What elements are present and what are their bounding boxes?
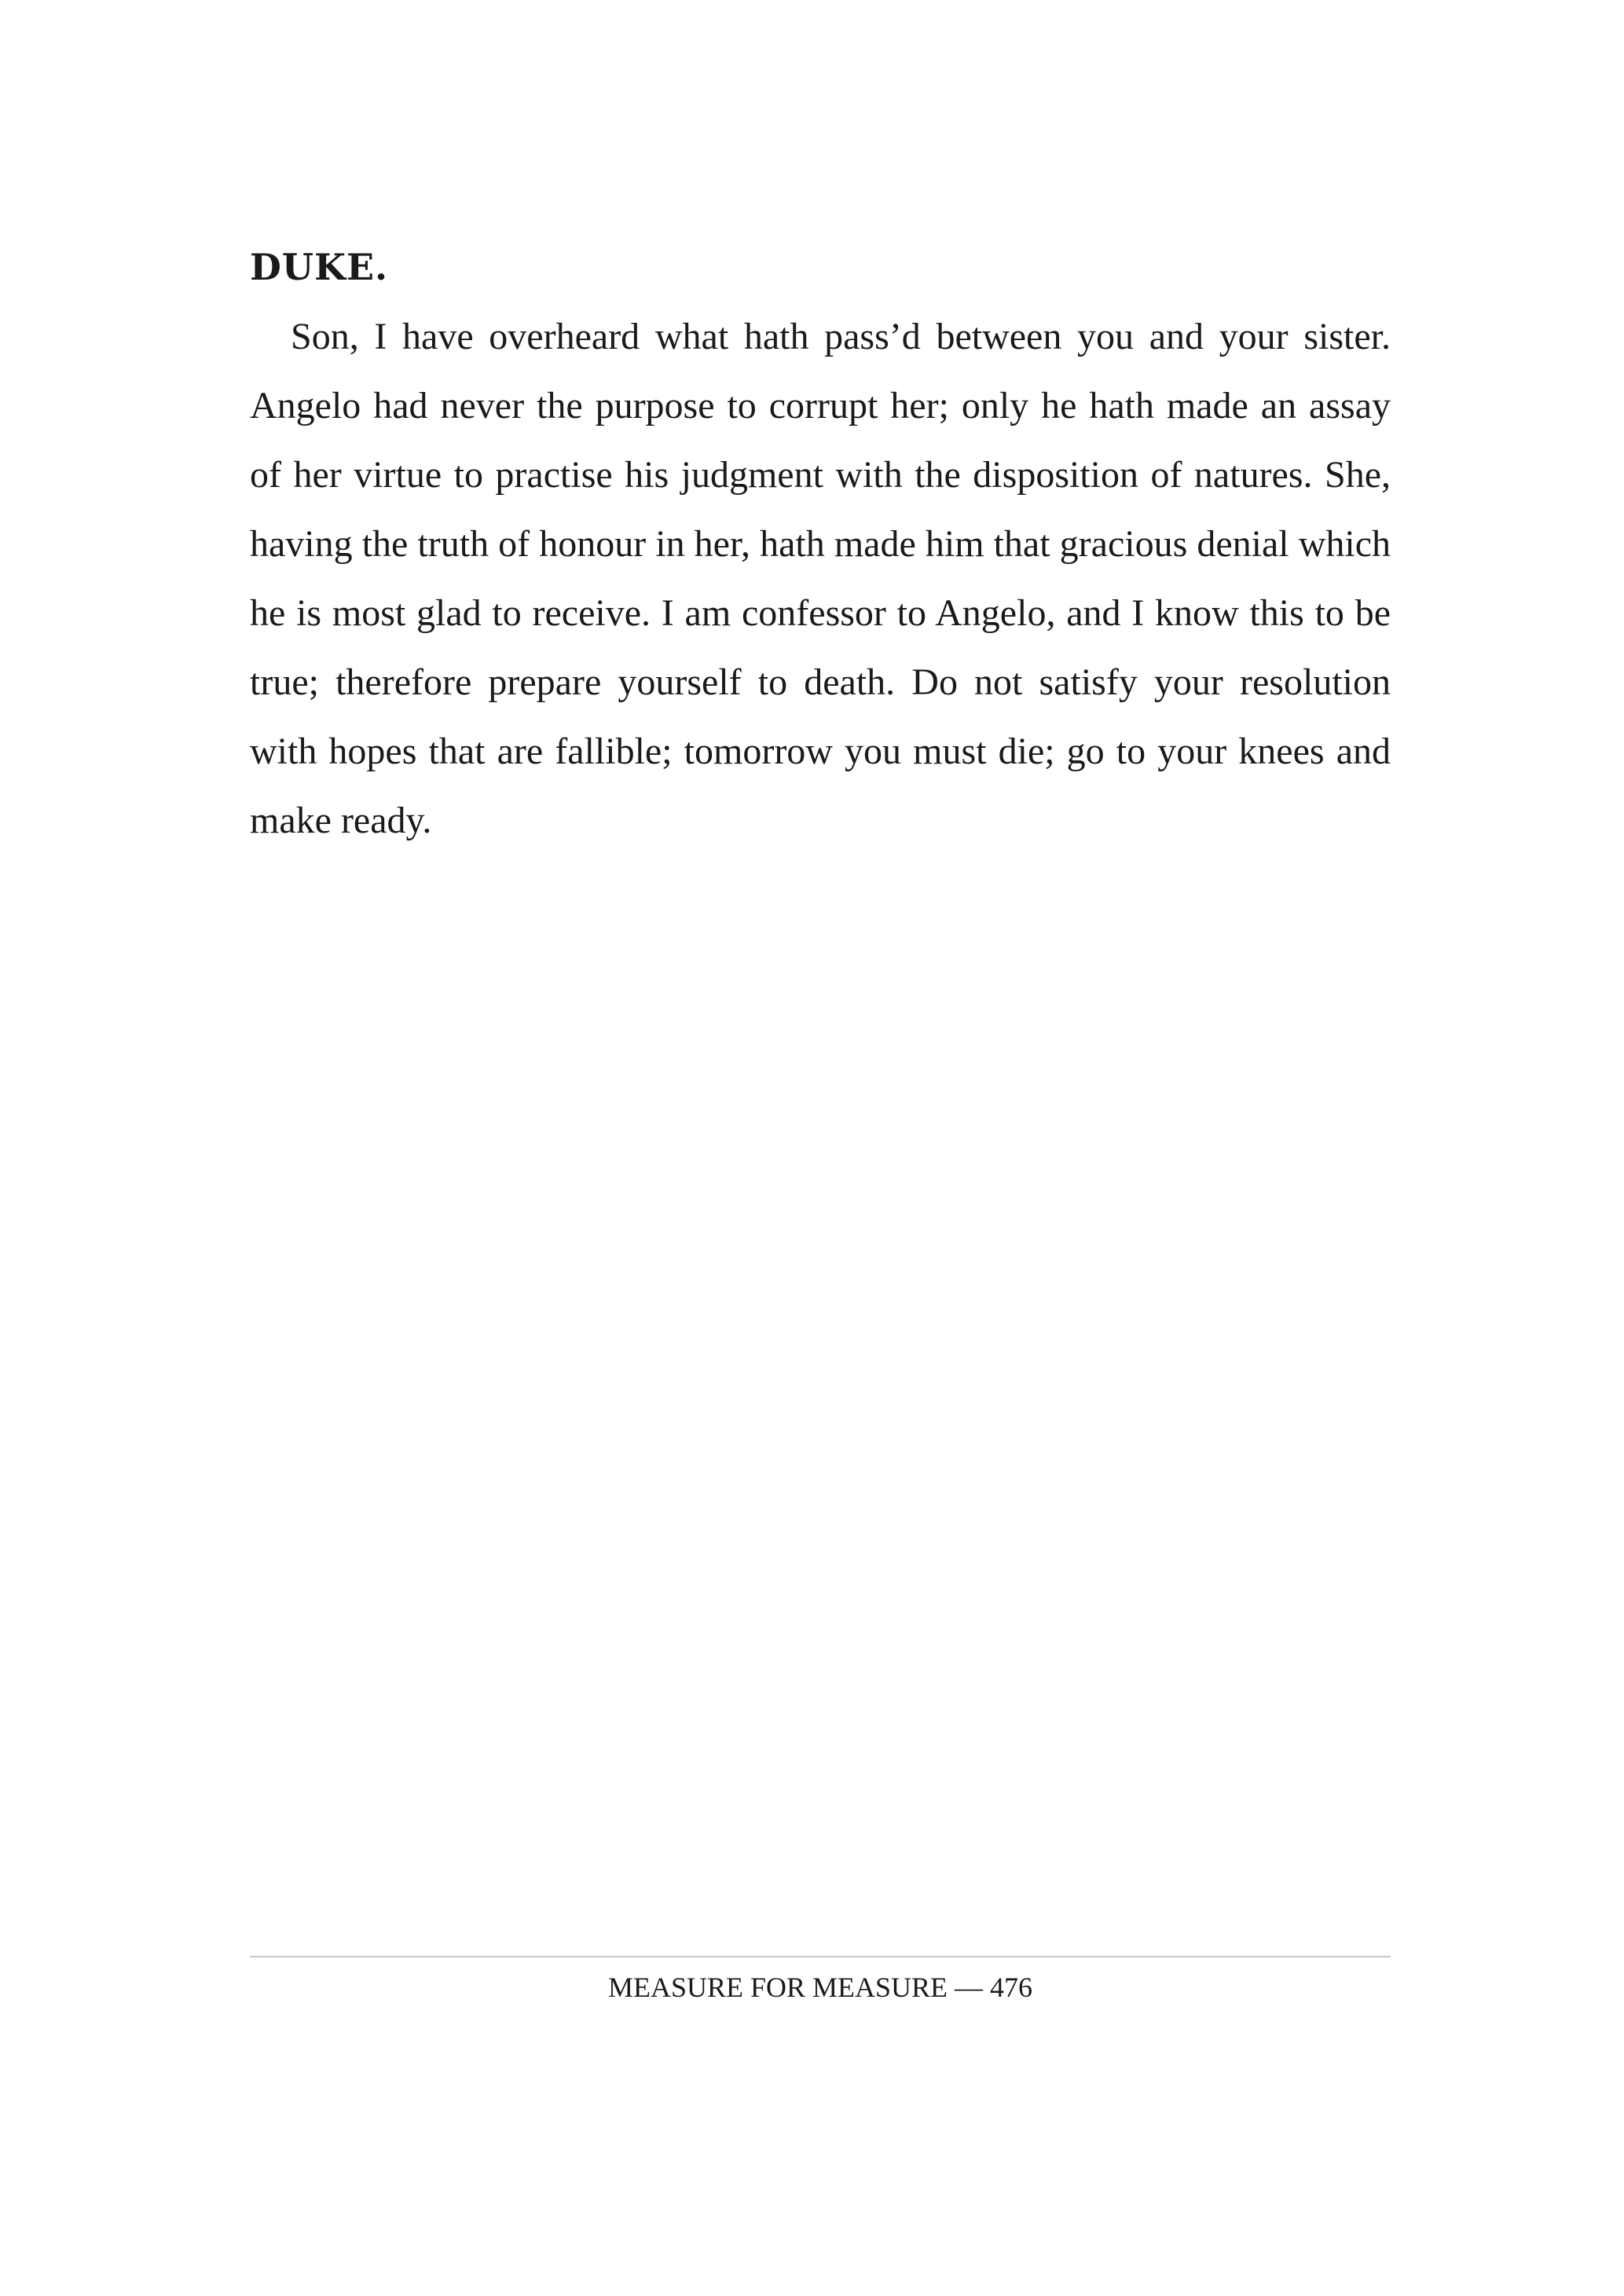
page-number: 476 bbox=[990, 1972, 1033, 2003]
page-footer bbox=[250, 1968, 1391, 2007]
speaker-name: DUKE. bbox=[250, 246, 389, 288]
speech-paragraph: Son, I have overheard what hath pass’d between you and your sister. Angelo had never the purpose to corrupt her; only he hath made an assay of her virtue to practise his judgment with the disposition of natures. She, having the truth of honour in her, hath made him that gracious denial which he is most glad to receive. I am confessor to Angelo, and I know this to be true; therefore prepare yourself to death. Do not satisfy your resolution with hopes that are fallible; tomorrow you must die; go to your knees and make ready. bbox=[250, 316, 1391, 841]
footer-rule bbox=[250, 1956, 1391, 1957]
footer-separator: — bbox=[948, 1972, 991, 2003]
text-block bbox=[250, 240, 1391, 855]
footer-title: MEASURE FOR MEASURE bbox=[607, 1972, 948, 2003]
